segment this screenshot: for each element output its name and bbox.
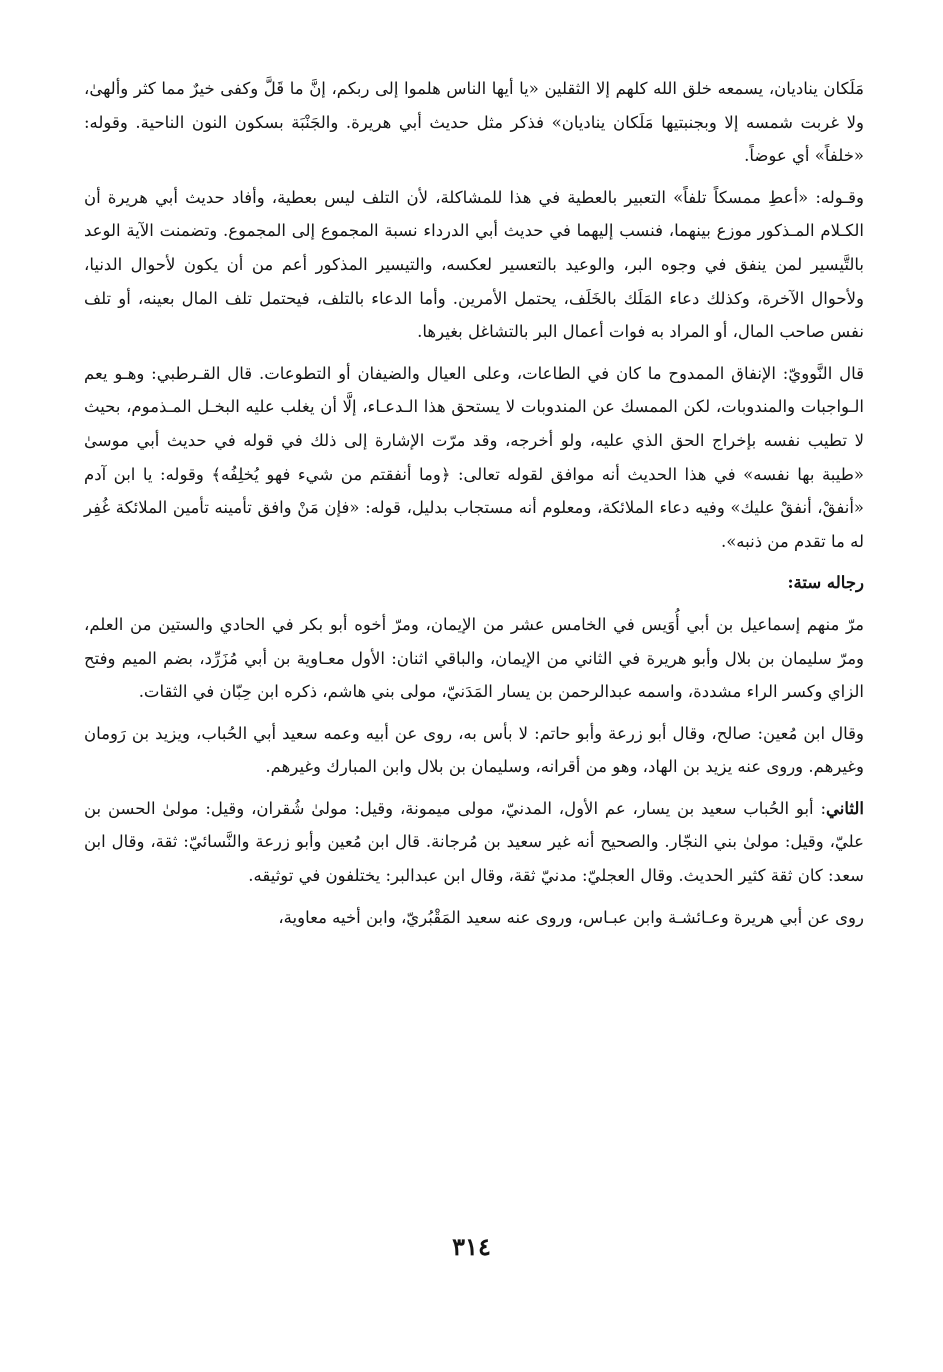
- paragraph-5: وقال ابن مُعين: صالح، وقال أبو زرعة وأبو حاتم: لا بأس به، روى عن أبيه وعمه سعيد أبي الحُباب، ويزيد بن رَومان وغيرهم. وروى عنه يزيد بن الهاد، وهو من أقرانه، وسليمان بن بلال وابن المبارك وغيرهم.: [84, 723, 864, 777]
- page-number: ٣١٤: [452, 1232, 491, 1261]
- section-heading: رجاله ستة:: [787, 573, 864, 593]
- paragraph-7: روى عن أبي هريرة وعـائشـة وابن عبـاس، وروى عنه سعيد المَقْبُريّ، وابن أخيه معاوية،: [278, 907, 864, 927]
- second-label: الثاني: [826, 798, 864, 818]
- paragraph-6: الثاني: أبو الحُباب سعيد بن يسار، عم الأول، المدنيّ، مولى ميمونة، وقيل: مولىٰ شُقران، وقيل: مولىٰ الحسن بن عليّ، وقيل: مولىٰ بني النجّار. والصحيح أنه غير سعيد بن مُرجانة. قال ابن مُعين وأبو زرعة والنَّسائيّ: ثقة، وقال ابن سعد: كان ثقة كثير الحديث. وقال العجليّ: مدنيّ ثقة، وقال ابن عبدالبر: يختلفون في توثيقه.: [84, 798, 864, 886]
- paragraph-2: وقـوله: «أعطِ ممسكاً تلفاً» التعبير بالعطية في هذا للمشاكلة، لأن التلف ليس بعطية، وأفاد حديث أبي هريرة أن الكـلام المـذكور موزع بينهما، فنسب إليهما في حديث أبي الدرداء نسبة المجموع إلى المجموع. وتضمنت الآية الوعد بالتَّيسير لمن ينفق في وجوه البر، والوعيد بالتعسير لعكسه، والتيسير المذكور أعم من أن يكون لأحوال الدنيا، ولأحوال الآخرة، وكذلك دعاء المَلَك بالخَلَف، يحتمل الأمرين. وأما الدعاء بالتلف، فيحتمل تلف المال بعينه، أو تلف نفس صاحب المال، أو المراد به فوات أعمال البر بالتشاغل بغيرها.: [84, 187, 864, 342]
- paragraph-3: قال النَّوويّ: الإنفاق الممدوح ما كان في الطاعات، وعلى العيال والضيفان أو التطوعات. قال القـرطبي: وهـو يعم الـواجبات والمندوبات، لكن الممسك عن المندوبات لا يستحق هذا الـدعـاء، إلَّا أن يغلب عليه البخـل المـذموم، بحيث لا تطيب نفسه بإخراج الحق الذي عليه، ولو أخرجه، وقد مرّت الإشارة إلى ذلك في قوله في حديث أبي موسىٰ «طيبة بها نفسه» في هذا الحديث أنه موافق لقوله تعالى: ﴿وما أنفقتم من شيء فهو يُخلِفُه﴾ وقوله: يا ابن آدم «أنفقْ، أنفقْ عليك» وفيه دعاء الملائكة، ومعلوم أنه مستجاب بدليل، قوله: «فإن مَنْ وافق تأمينه تأمين الملائكة غُفِر له ما تقدم من ذنبه».: [84, 363, 864, 551]
- page-body: [84, 72, 864, 942]
- paragraph-1: مَلَكان يناديان، يسمعه خلق الله كلهم إلا الثقلين «يا أيها الناس هلموا إلى ربكم، إنَّ ما قَلَّ وكفى خيرٌ مما كثر وألهىٰ، ولا غربت شمسه إلا وبجنبتيها مَلَكان يناديان» فذكر مثل حديث أبي هريرة. والجَنْبَة بسكون النون الناحية. وقوله: «خلفاً» أي عوضاً.: [84, 79, 864, 166]
- paragraph-6-text: أبو الحُباب سعيد بن يسار، عم الأول، المدنيّ، مولى ميمونة، وقيل: مولىٰ شُقران، وقيل: مولىٰ الحسن بن عليّ، وقيل: مولىٰ بني النجّار. والصحيح أنه غير سعيد بن مُرجانة. قال ابن مُعين وأبو زرعة والنَّسائيّ: ثقة، وقال ابن سعد: كان ثقة كثير الحديث. وقال العجليّ: مدنيّ ثقة، وقال ابن عبدالبر: يختلفون في توثيقه.: [84, 798, 864, 886]
- paragraph-4: مرّ منهم إسماعيل بن أبي أُوَيس في الخامس عشر من الإيمان، ومرّ أخوه أبو بكر في الحادي والستين من العلم، ومرّ سليمان بن بلال وأبو هريرة في الثاني من الإيمان، والباقي اثنان: الأول معـاوية بن أبي مُزَرِّد، بضم الميم وفتح الزاي وكسر الراء مشددة، واسمه عبدالرحمن بن يسار المَدَنيّ، مولى بني هاشم، ذكره ابن حِبّان في الثقات.: [84, 614, 864, 702]
